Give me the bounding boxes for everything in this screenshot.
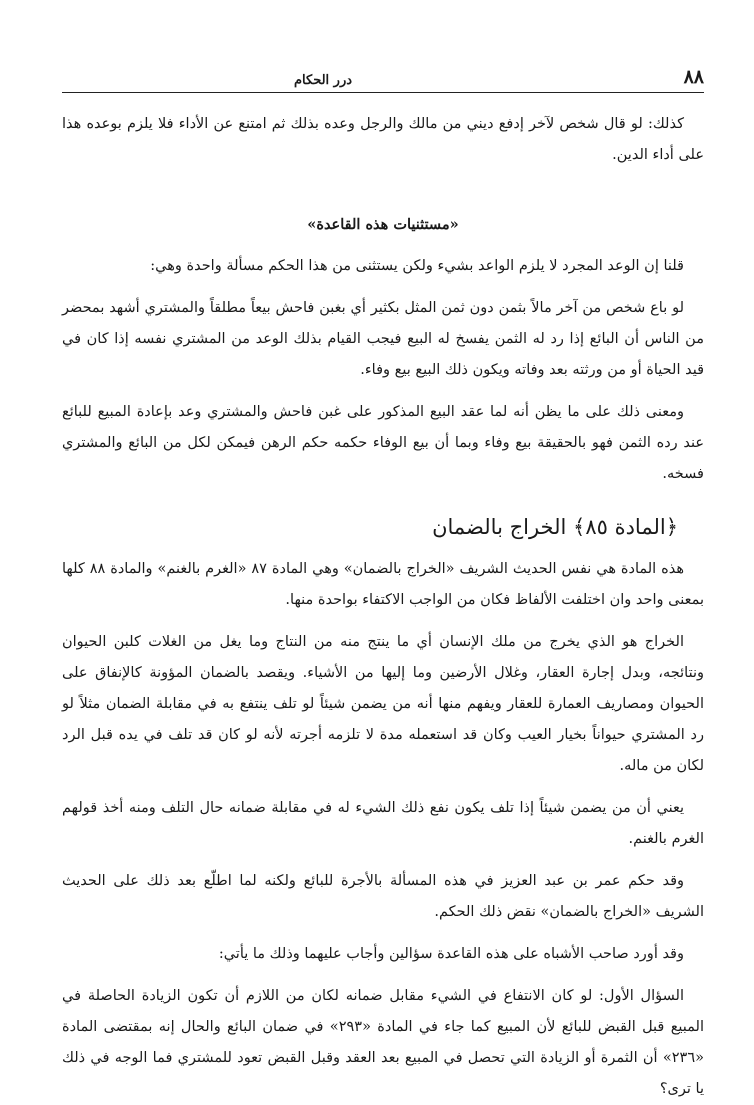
page-header [62, 58, 704, 93]
article-heading: ﴿المادة ٨٥﴾ الخراج بالضمان [432, 515, 678, 539]
paragraph: وقد حكم عمر بن عبد العزيز في هذه المسألة بالأجرة للبائع ولكنه لما اطلّع بعد ذلك على الحديث الشريف «الخراج بالضمان» نقض ذلك الحكم. [62, 873, 704, 920]
section-heading: «مستثنيات هذه القاعدة» [307, 216, 459, 233]
paragraph: لو باع شخص من آخر مالاً بثمن دون ثمن المثل بكثير أي بغبن فاحش بيعاً مطلقاً والمشتري أشهد بمحضر من الناس أن البائع إذا رد له الثمن يفسخ له البيع فيجب القيام بذلك الوعد من المشتري نفسه إذا كان في قيد الحياة أو من ورثته بعد وفاته ويكون ذلك البيع بيع وفاء. [62, 300, 704, 378]
running-title: درر الحكام [294, 73, 353, 88]
paragraph: وقد أورد صاحب الأشباه على هذه القاعدة سؤالين وأجاب عليهما وذلك ما يأتي: [218, 946, 684, 962]
paragraph: الخراج هو الذي يخرج من ملك الإنسان أي ما ينتج منه من النتاج وما يغل من الغلات كلبن الحيوان ونتائجه، وبدل إجارة العقار، وغلال الأرضين وما إليها من الأشياء. ويقصد بالضمان المؤونة كالإنفاق على الحيوان ومصاريف العمارة للعقار ويفهم منها أنه من يضمن شيئاً لو تلف ينتفع به في مقابلة الضمان مثلاً لو رد المشتري حيواناً بخيار العيب وكان قد استعمله مدة لا تلزمه أجرته لأنه لو كان قد تلف في يده قبل الرد لكان من ماله. [62, 634, 704, 774]
page-number: ٨٨ [683, 66, 704, 88]
paragraph: ومعنى ذلك على ما يظن أنه لما عقد البيع المذكور على غبن فاحش والمشتري وعد بإعادة المبيع للبائع عند رده الثمن فهو بالحقيقة بيع وفاء وبما أن بيع الوفاء حكمه حكم الرهن فيمكن لكل من البائع والمشتري فسخه. [62, 404, 704, 482]
paragraph: قلنا إن الوعد المجرد لا يلزم الواعد بشيء ولكن يستثنى من هذا الحكم مسألة واحدة وهي: [150, 258, 684, 274]
paragraph: كذلك: لو قال شخص لآخر إدفع ديني من مالك والرجل وعده بذلك ثم امتنع عن الأداء فلا يلزم بوعده هذا على أداء الدين. [62, 116, 704, 163]
paragraph: السؤال الأول: لو كان الانتفاع في الشيء مقابل ضمانه لكان من اللازم أن تكون الزيادة الحاصلة في المبيع قبل القبض للبائع لأن المبيع كما جاء في المادة «٢٩٣» في ضمان البائع والحال إنه بمقتضى المادة «٢٣٦» أن الثمرة أو الزيادة التي تحصل في المبيع بعد العقد وقبل القبض تعود للمشتري فما الوجه في ذلك يا ترى؟ [62, 988, 704, 1097]
paragraph: يعني أن من يضمن شيئاً إذا تلف يكون نفع ذلك الشيء له في مقابلة ضمانه حال التلف ومنه أخذ قولهم الغرم بالغنم. [62, 800, 704, 847]
page-body [62, 109, 704, 1105]
paragraph: هذه المادة هي نفس الحديث الشريف «الخراج بالضمان» وهي المادة ٨٧ «الغرم بالغنم» والمادة ٨٨ كلها بمعنى واحد وان اختلفت الألفاظ فكان من الواجب الاكتفاء بواحدة منها. [62, 561, 704, 608]
